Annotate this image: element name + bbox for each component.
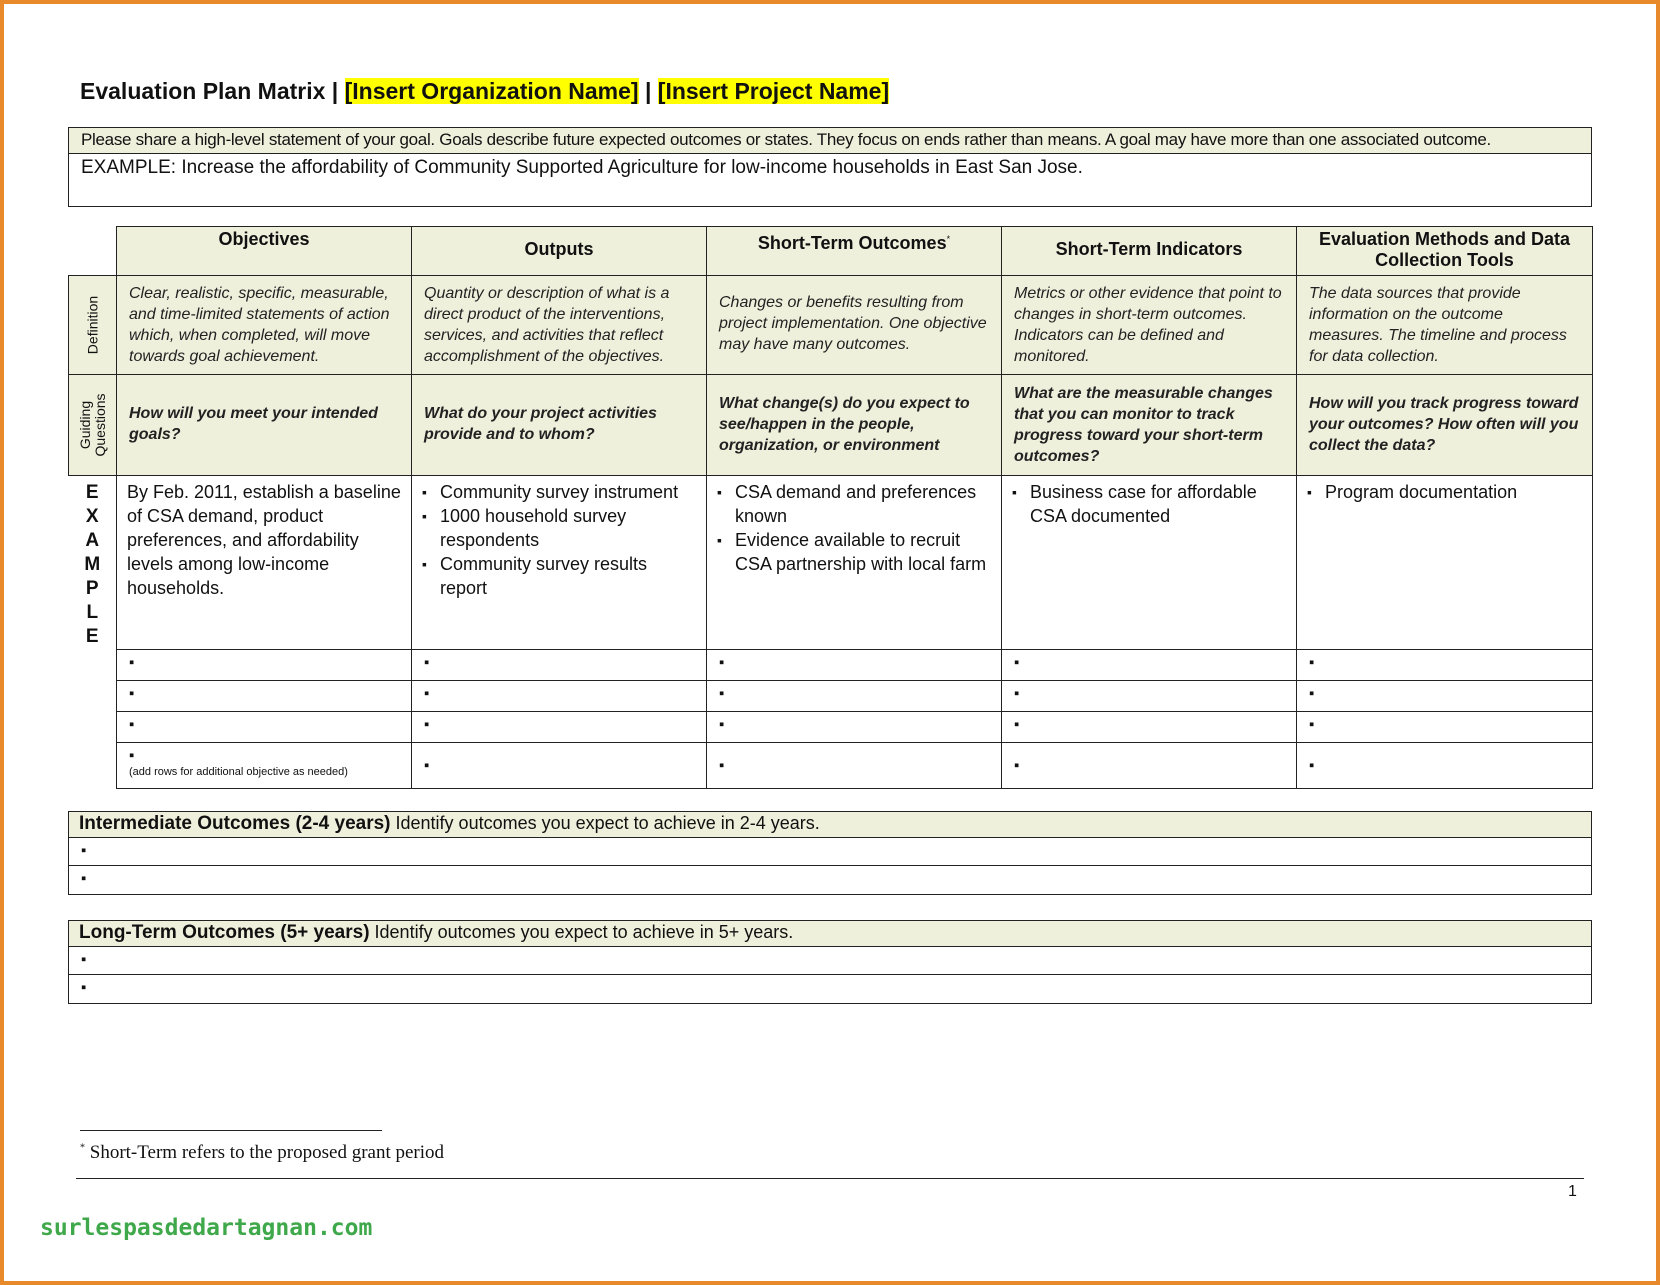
col-header-outputs: Outputs	[412, 227, 707, 276]
blank-row	[69, 711, 1593, 742]
col-header-objectives: Objectives	[117, 227, 412, 276]
blank-cell[interactable]	[117, 711, 412, 742]
col-header-evaluation-methods: Evaluation Methods and Data Collection Tools	[1297, 227, 1593, 276]
example-objective[interactable]: By Feb. 2011, establish a baseline of CSA demand, product preferences, and affordability levels among low-income households.	[117, 476, 412, 650]
bullet-icon: ▪	[424, 756, 430, 774]
organization-name-placeholder[interactable]: [Insert Organization Name]	[344, 78, 639, 104]
example-indicators[interactable]	[1002, 476, 1297, 650]
definition-outputs: Quantity or description of what is a direct product of the interventions, services, and activities that reflect accomplishment of the objectives.	[412, 276, 707, 375]
list-item: ▪ Business case for affordable CSA documented	[1012, 480, 1286, 528]
example-outputs[interactable]	[412, 476, 707, 650]
blank-cell[interactable]	[117, 680, 412, 711]
page-bottom-rule	[76, 1178, 1584, 1179]
definition-label: Definition	[84, 295, 100, 355]
col-header-short-term-indicators: Short-Term Indicators	[1002, 227, 1297, 276]
list-item: ▪ Community survey instrument	[422, 480, 696, 504]
row-label-empty	[69, 742, 117, 788]
example-row	[69, 476, 1593, 650]
blank-cell[interactable]	[707, 680, 1002, 711]
bullet-icon: ▪	[81, 842, 87, 859]
row-label-empty	[69, 711, 117, 742]
footnote-mark: *	[946, 234, 951, 244]
list-item: ▪ Program documentation	[1307, 480, 1582, 504]
short-term-outcomes-label: Short-Term Outcomes	[757, 233, 947, 253]
blank-cell[interactable]	[1297, 711, 1593, 742]
list-item: ▪ CSA demand and preferences known	[717, 480, 991, 528]
long-term-outcomes-heading: Long-Term Outcomes (5+ years)	[79, 922, 370, 943]
guiding-label-line1: Guiding	[76, 400, 93, 450]
example-letter: P	[85, 578, 99, 599]
example-letter: M	[84, 554, 101, 575]
page-number: 1	[1568, 1183, 1577, 1200]
blank-cell[interactable]	[1297, 742, 1593, 788]
blank-cell[interactable]	[1002, 680, 1297, 711]
watermark: surlespasdedartagnan.com	[40, 1215, 373, 1241]
example-outcomes[interactable]	[707, 476, 1002, 650]
matrix-header-row	[69, 227, 1593, 276]
header-corner	[69, 227, 117, 276]
bullet-icon: ▪	[719, 756, 725, 774]
intermediate-outcomes-header	[69, 812, 1591, 838]
intermediate-outcome-line[interactable]	[69, 866, 1591, 894]
blank-cell[interactable]	[1002, 711, 1297, 742]
add-rows-note: (add rows for additional objective as needed)	[129, 765, 348, 778]
blank-cell[interactable]	[412, 742, 707, 788]
example-letter: E	[85, 626, 99, 647]
title-separator: |	[638, 78, 658, 104]
row-label-definition	[69, 276, 117, 375]
example-letter: E	[85, 482, 99, 503]
bullet-icon: ▪	[424, 715, 430, 733]
blank-cell[interactable]	[707, 711, 1002, 742]
list-item: ▪ 1000 household survey respondents	[422, 504, 696, 552]
guiding-label-line2: Questions	[91, 393, 108, 457]
definition-indicators: Metrics or other evidence that point to changes in short-term outcomes. Indicators can be defined and monitored.	[1002, 276, 1297, 375]
bullet-icon: ▪	[129, 653, 135, 671]
long-term-outcome-line[interactable]	[69, 947, 1591, 975]
bullet-icon: ▪	[1309, 756, 1315, 774]
bullet-icon: ▪	[129, 684, 135, 702]
intermediate-outcomes-text: Identify outcomes you expect to achieve in 2-4 years.	[390, 813, 820, 833]
bullet-icon: ▪	[1014, 684, 1020, 702]
row-label-empty	[69, 680, 117, 711]
bullet-icon: ▪	[424, 684, 430, 702]
blank-cell[interactable]	[707, 742, 1002, 788]
goal-box	[68, 127, 1592, 207]
bullet-icon: ▪	[719, 684, 725, 702]
definition-outcomes: Changes or benefits resulting from project implementation. One objective may have many outcomes.	[707, 276, 1002, 375]
footnote-marker: *	[80, 1142, 85, 1154]
bullet-icon: ▪	[424, 653, 430, 671]
definition-objectives: Clear, realistic, specific, measurable, and time-limited statements of action which, when completed, will move towards goal achievement.	[117, 276, 412, 375]
guiding-questions-row	[69, 375, 1593, 476]
bullet-icon: ▪	[719, 715, 725, 733]
definition-row	[69, 276, 1593, 375]
bullet-icon: ▪	[129, 746, 135, 764]
blank-cell[interactable]	[1297, 680, 1593, 711]
guiding-questions-label	[78, 393, 108, 456]
bullet-icon: ▪	[1309, 684, 1315, 702]
blank-cell[interactable]	[1002, 742, 1297, 788]
intermediate-outcomes-box	[68, 811, 1592, 895]
example-letter: A	[85, 530, 100, 551]
goal-prompt: Please share a high-level statement of your goal. Goals describe future expected outcomes or states. They focus on ends rather than means. A goal may have more than one associated outcome.	[69, 128, 1591, 154]
goal-example[interactable]: EXAMPLE: Increase the affordability of Community Supported Agriculture for low-income households in East San Jose.	[81, 157, 1083, 178]
bullet-icon: ▪	[1309, 653, 1315, 671]
project-name-placeholder[interactable]: [Insert Project Name]	[657, 78, 890, 104]
blank-row	[69, 680, 1593, 711]
blank-row	[69, 649, 1593, 680]
guiding-outputs: What do your project activities provide and to whom?	[412, 375, 707, 476]
evaluation-matrix	[68, 226, 1593, 789]
bullet-icon: ▪	[81, 870, 87, 887]
blank-cell[interactable]	[412, 711, 707, 742]
guiding-objectives: How will you meet your intended goals?	[117, 375, 412, 476]
list-item: ▪ Evidence available to recruit CSA partnership with local farm	[717, 528, 991, 576]
blank-cell[interactable]	[412, 680, 707, 711]
guiding-indicators: What are the measurable changes that you can monitor to track progress toward your short-term outcomes?	[1002, 375, 1297, 476]
guiding-methods: How will you track progress toward your outcomes? How often will you collect the data?	[1297, 375, 1593, 476]
footnote-text: Short-Term refers to the proposed grant period	[85, 1142, 445, 1163]
guiding-outcomes: What change(s) do you expect to see/happen in the people, organization, or environment	[707, 375, 1002, 476]
example-vertical-label	[69, 476, 117, 650]
blank-cell[interactable]	[1002, 649, 1297, 680]
example-methods[interactable]	[1297, 476, 1593, 650]
bullet-icon: ▪	[1014, 715, 1020, 733]
bullet-icon: ▪	[129, 715, 135, 733]
long-term-outcomes-header	[69, 921, 1591, 947]
long-term-outcomes-text: Identify outcomes you expect to achieve in 5+ years.	[369, 922, 794, 942]
blank-cell[interactable]	[412, 649, 707, 680]
blank-row-last	[69, 742, 1593, 788]
row-label-empty	[69, 649, 117, 680]
footnote-separator	[80, 1130, 382, 1131]
bullet-icon: ▪	[719, 653, 725, 671]
row-label-guiding-questions	[69, 375, 117, 476]
col-header-short-term-outcomes	[707, 227, 1002, 276]
bullet-icon: ▪	[1309, 715, 1315, 733]
bullet-icon: ▪	[1014, 653, 1020, 671]
blank-cell[interactable]	[117, 649, 412, 680]
long-term-outcomes-box	[68, 920, 1592, 1004]
example-letter: X	[85, 506, 99, 527]
blank-cell[interactable]	[1297, 649, 1593, 680]
intermediate-outcomes-heading: Intermediate Outcomes (2-4 years)	[79, 813, 391, 834]
bullet-icon: ▪	[81, 979, 87, 996]
page-title	[80, 78, 889, 105]
long-term-outcome-line[interactable]	[69, 975, 1591, 1003]
footnote	[80, 1142, 444, 1164]
list-item: ▪ Community survey results report	[422, 552, 696, 600]
example-letter: L	[86, 602, 99, 623]
blank-cell[interactable]	[707, 649, 1002, 680]
definition-methods: The data sources that provide information on the outcome measures. The timeline and process for data collection.	[1297, 276, 1593, 375]
bullet-icon: ▪	[81, 951, 87, 968]
bullet-icon: ▪	[1014, 756, 1020, 774]
blank-cell[interactable]	[117, 742, 412, 788]
title-prefix: Evaluation Plan Matrix |	[80, 78, 345, 104]
intermediate-outcome-line[interactable]	[69, 838, 1591, 866]
